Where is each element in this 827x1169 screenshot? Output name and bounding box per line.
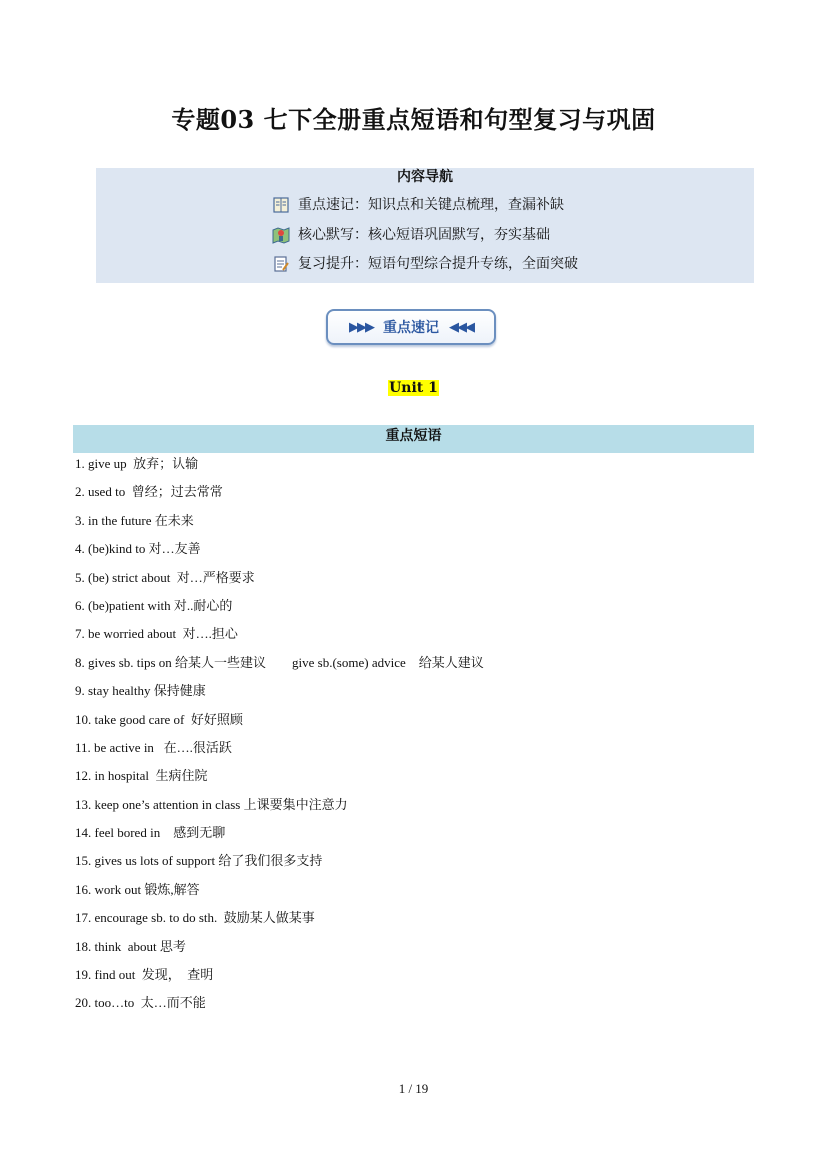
nav-item-label: 重点速记：知识点和关键点梳理，查漏补缺 — [298, 197, 564, 213]
phrase-item: 7. be worried about 对….担心 — [75, 626, 238, 642]
content-navigation-box — [96, 168, 754, 283]
book-icon — [272, 196, 290, 214]
phrase-item: 6. (be)patient with 对..耐心的 — [75, 597, 233, 613]
nav-item-label: 核心默写：核心短语巩固默写，夯实基础 — [298, 227, 550, 243]
nav-item-dictation — [272, 224, 550, 246]
notepad-icon — [272, 255, 290, 273]
nav-item-review — [272, 194, 564, 216]
phrase-item: 13. keep one’s attention in class 上课要集中注意力 — [75, 796, 348, 812]
phrase-item: 2. used to 曾经；过去常常 — [75, 484, 223, 500]
phrase-item: 11. be active in 在….很活跃 — [75, 739, 232, 755]
phrase-item: 8. gives sb. tips on 给某人一些建议 give sb.(some) advice 给某人建议 — [75, 654, 484, 670]
phrase-item: 3. in the future 在未来 — [75, 512, 194, 528]
section-banner — [326, 309, 496, 345]
map-icon — [272, 226, 290, 244]
right-arrows-icon: ▶▶▶ — [349, 319, 373, 335]
nav-item-label: 复习提升：短语句型综合提升专练，全面突破 — [298, 256, 578, 272]
phrase-item: 20. too…to 太…而不能 — [75, 995, 206, 1011]
unit-heading — [0, 380, 827, 396]
phrase-item: 4. (be)kind to 对…友善 — [75, 541, 201, 557]
banner-label: 重点速记 — [383, 320, 439, 336]
nav-heading: 内容导航 — [397, 169, 453, 185]
phrase-item: 1. give up 放弃；认输 — [75, 456, 199, 471]
phrase-item: 14. feel bored in 感到无聊 — [75, 825, 226, 841]
phrase-item: 9. stay healthy 保持健康 — [75, 683, 206, 699]
phrase-item: 5. (be) strict about 对…严格要求 — [75, 569, 255, 585]
phrase-item: 16. work out 锻炼,解答 — [75, 881, 200, 897]
phrase-item: 15. gives us lots of support 给了我们很多支持 — [75, 853, 323, 869]
phrase-item: 18. think about 思考 — [75, 938, 186, 954]
unit-label: Unit 1 — [389, 380, 438, 396]
phrase-item: 19. find out 发现， 查明 — [75, 967, 214, 983]
page-number: 1 / 19 — [398, 1081, 429, 1096]
nav-item-practice — [272, 253, 578, 275]
phrase-table-heading: 重点短语 — [73, 425, 754, 453]
phrase-item: 17. encourage sb. to do sth. 鼓励某人做某事 — [75, 910, 315, 926]
document-title: 专题03 七下全册重点短语和句型复习与巩固 — [171, 105, 656, 134]
left-arrows-icon: ◀◀◀ — [449, 319, 473, 335]
phrase-list — [75, 454, 755, 1022]
phrase-item: 12. in hospital 生病住院 — [75, 768, 208, 784]
phrase-item: 10. take good care of 好好照顾 — [75, 711, 243, 727]
